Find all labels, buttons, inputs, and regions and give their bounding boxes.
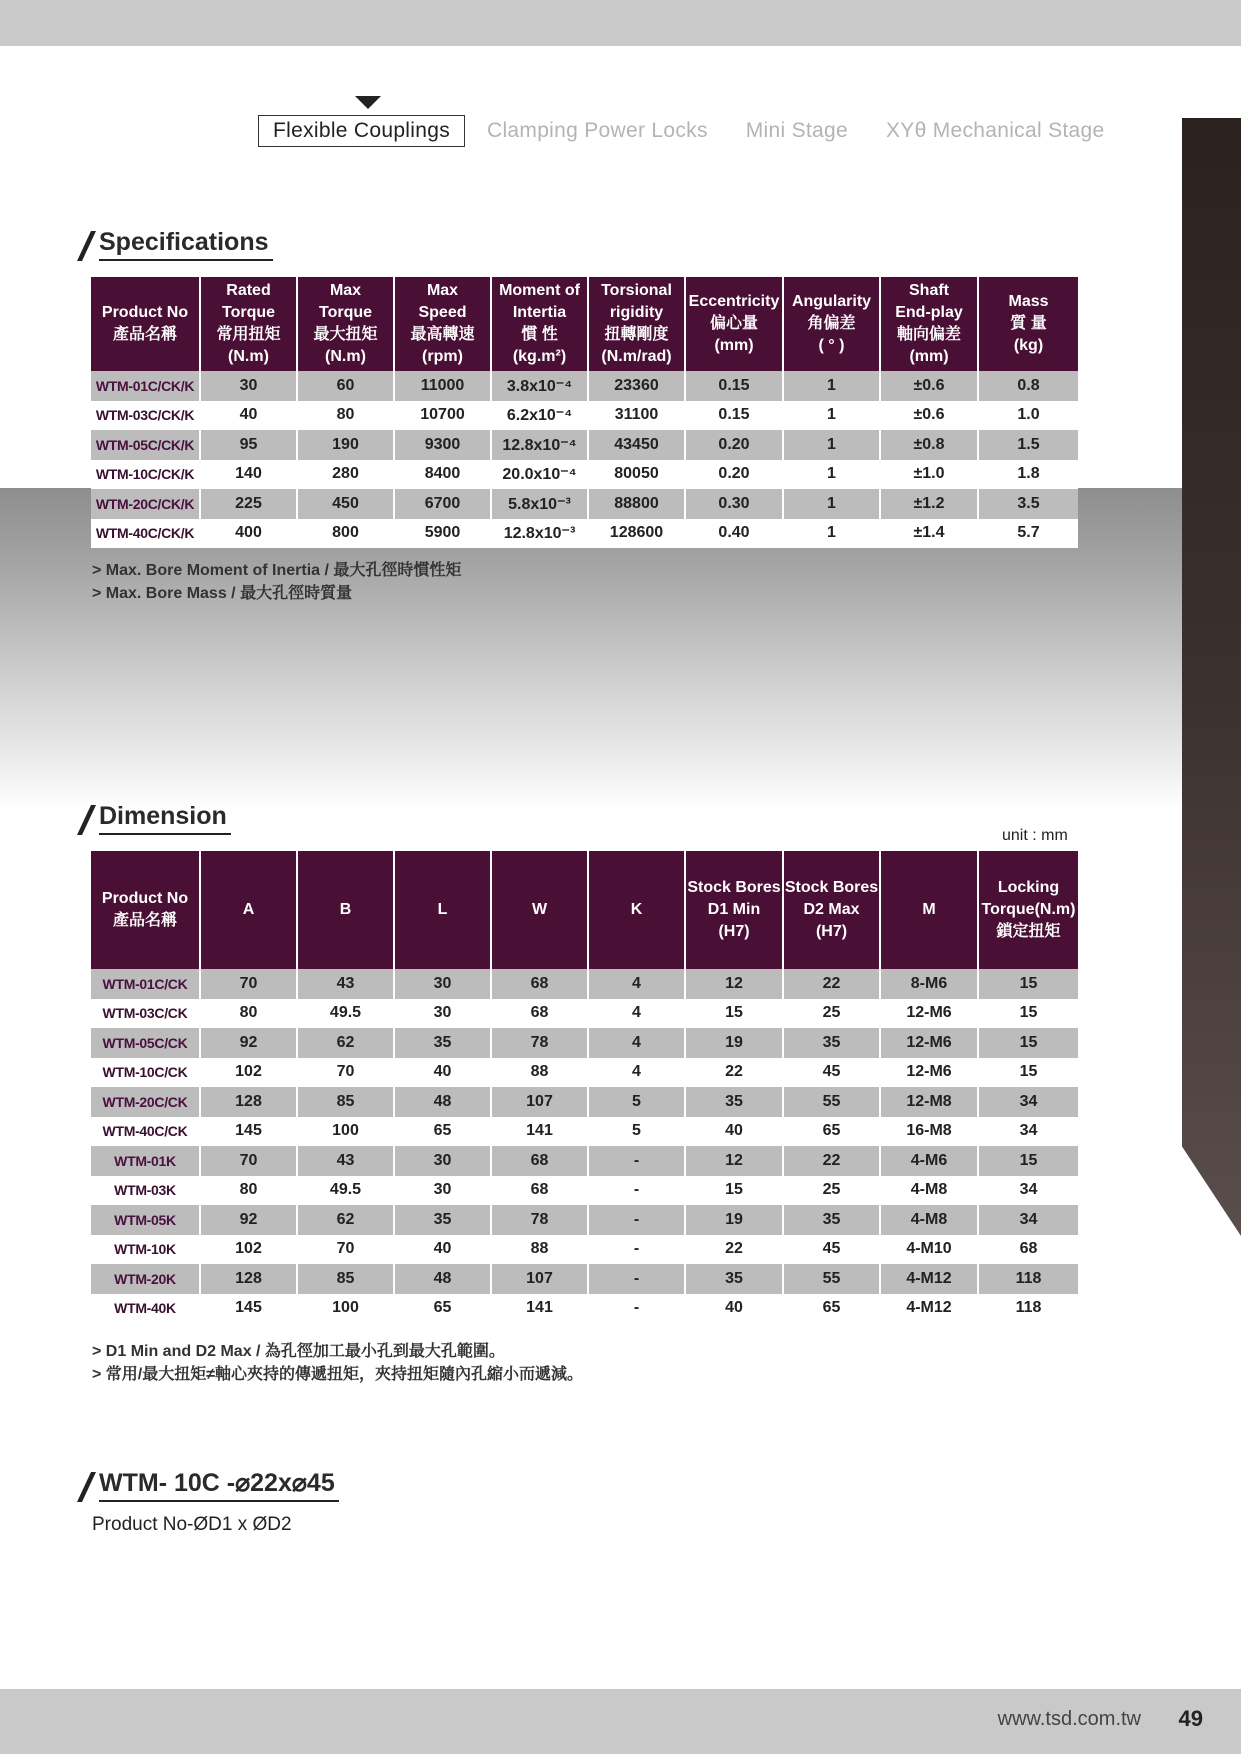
- table-cell: -: [588, 1176, 685, 1206]
- spec-header-line: Intertia: [512, 304, 567, 321]
- table-cell: 60: [297, 371, 394, 401]
- slash-icon: [77, 805, 96, 835]
- table-cell: 1: [783, 371, 880, 401]
- table-cell: 70: [297, 1058, 394, 1088]
- dim-header-line: (H7): [815, 923, 848, 940]
- table-cell: 65: [783, 1117, 880, 1147]
- table-row: [91, 460, 1078, 490]
- dim-header-line: Torque(N.m): [981, 901, 1076, 918]
- table-cell: 10700: [394, 401, 491, 431]
- table-cell: 140: [200, 460, 297, 490]
- table-cell: 15: [978, 1028, 1078, 1058]
- table-cell: 55: [783, 1264, 880, 1294]
- table-cell: 0.40: [685, 519, 783, 549]
- table-cell: 30: [394, 999, 491, 1029]
- table-cell: 35: [685, 1264, 783, 1294]
- table-cell: 23360: [588, 371, 685, 401]
- table-cell: 35: [783, 1028, 880, 1058]
- table-cell: 128600: [588, 519, 685, 549]
- tab-xy-mechanical-stage[interactable]: XYθ Mechanical Stage: [885, 119, 1105, 142]
- table-cell: 1: [783, 489, 880, 519]
- tab-mini-stage[interactable]: Mini Stage: [745, 119, 848, 142]
- table-cell: 0.8: [978, 371, 1078, 401]
- table-cell: 141: [491, 1294, 588, 1324]
- product-no-cell: WTM-40C/CK: [91, 1117, 200, 1147]
- table-cell: 16-M8: [880, 1117, 978, 1147]
- spec-header-4: [491, 277, 588, 371]
- table-cell: 68: [978, 1235, 1078, 1265]
- dim-header-1: [200, 851, 297, 969]
- product-no-cell: WTM-01C/CK/K: [91, 371, 200, 401]
- dim-header-8: [880, 851, 978, 969]
- table-cell: 45: [783, 1235, 880, 1265]
- table-cell: 70: [200, 969, 297, 999]
- table-cell: ±1.2: [880, 489, 978, 519]
- table-cell: 145: [200, 1294, 297, 1324]
- table-cell: ±0.6: [880, 401, 978, 431]
- spec-header-line: 質 量: [1010, 315, 1047, 332]
- dim-header-line: (H7): [718, 923, 750, 940]
- table-cell: 35: [783, 1205, 880, 1235]
- table-cell: 12.8x10⁻⁴: [491, 430, 588, 460]
- table-cell: 40: [200, 401, 297, 431]
- table-cell: 35: [685, 1087, 783, 1117]
- spec-header-line: Mass: [1008, 293, 1049, 310]
- table-cell: 45: [783, 1058, 880, 1088]
- table-cell: 4-M8: [880, 1205, 978, 1235]
- table-cell: -: [588, 1294, 685, 1324]
- dim-note-2: > 常用/最大扭矩≠軸心夾持的傳遞扭矩，夾持扭矩隨內孔縮小而遞減。: [92, 1366, 584, 1383]
- table-cell: 100: [297, 1294, 394, 1324]
- table-cell: 4-M8: [880, 1176, 978, 1206]
- product-no-cell: WTM-05C/CK/K: [91, 430, 200, 460]
- table-cell: 70: [200, 1146, 297, 1176]
- table-cell: 4: [588, 999, 685, 1029]
- table-cell: 0.15: [685, 401, 783, 431]
- table-cell: 88: [491, 1058, 588, 1088]
- table-cell: 31100: [588, 401, 685, 431]
- table-cell: 400: [200, 519, 297, 549]
- spec-header-line: 最大扭矩: [313, 326, 378, 343]
- table-row: [91, 1087, 1078, 1117]
- table-cell: 65: [394, 1117, 491, 1147]
- spec-header-line: Max: [329, 282, 362, 299]
- table-row: [91, 1117, 1078, 1147]
- table-cell: 22: [685, 1058, 783, 1088]
- table-cell: 95: [200, 430, 297, 460]
- spec-header-8: [880, 277, 978, 371]
- top-band: [0, 0, 1241, 46]
- table-cell: 5.8x10⁻³: [491, 489, 588, 519]
- dim-header-line: B: [339, 901, 352, 918]
- table-cell: 1.5: [978, 430, 1078, 460]
- table-cell: 15: [978, 1058, 1078, 1088]
- table-cell: 78: [491, 1028, 588, 1058]
- table-row: [91, 489, 1078, 519]
- table-cell: 15: [978, 999, 1078, 1029]
- spec-header-line: Speed: [418, 304, 467, 321]
- spec-header-line: 慣 性: [521, 326, 558, 343]
- table-cell: 4: [588, 1058, 685, 1088]
- product-no-cell: WTM-20C/CK/K: [91, 489, 200, 519]
- dim-header-line: 鎖定扭矩: [996, 923, 1061, 940]
- table-cell: 80: [200, 999, 297, 1029]
- table-cell: 1: [783, 430, 880, 460]
- table-cell: 19: [685, 1205, 783, 1235]
- table-cell: -: [588, 1235, 685, 1265]
- spec-header-line: (mm): [714, 337, 754, 354]
- spec-header-line: ( ° ): [818, 337, 845, 354]
- table-cell: 25: [783, 1176, 880, 1206]
- table-row: [91, 519, 1078, 549]
- table-cell: 128: [200, 1264, 297, 1294]
- table-cell: 280: [297, 460, 394, 490]
- table-cell: 35: [394, 1205, 491, 1235]
- slash-icon: [77, 231, 96, 261]
- table-cell: 85: [297, 1264, 394, 1294]
- table-cell: 0.20: [685, 460, 783, 490]
- dim-note-1: > D1 Min and D2 Max / 為孔徑加工最小孔到最大孔範圍。: [92, 1343, 505, 1360]
- dim-header-0: [91, 851, 200, 969]
- spec-header-line: 常用扭矩: [216, 326, 281, 343]
- table-cell: 25: [783, 999, 880, 1029]
- dim-header-2: [297, 851, 394, 969]
- slash-icon: [77, 1472, 96, 1502]
- table-cell: 12-M6: [880, 1028, 978, 1058]
- spec-header-line: 產品名稱: [112, 326, 177, 343]
- spec-header-line: Rated: [226, 282, 271, 299]
- table-cell: 12-M6: [880, 1058, 978, 1088]
- table-cell: 5: [588, 1087, 685, 1117]
- dim-header-4: [491, 851, 588, 969]
- table-row: [91, 1028, 1078, 1058]
- spec-header-line: (kg.m²): [512, 348, 567, 365]
- spec-header-0: [91, 277, 200, 371]
- spec-header-line: rigidity: [609, 304, 664, 321]
- table-cell: 34: [978, 1176, 1078, 1206]
- example-subtitle: Product No-ØD1 x ØD2: [92, 1514, 292, 1535]
- table-cell: 3.5: [978, 489, 1078, 519]
- table-cell: 100: [297, 1117, 394, 1147]
- table-cell: 225: [200, 489, 297, 519]
- table-cell: 68: [491, 969, 588, 999]
- table-cell: 34: [978, 1117, 1078, 1147]
- table-cell: 34: [978, 1087, 1078, 1117]
- table-cell: 43: [297, 1146, 394, 1176]
- category-nav: [258, 115, 1142, 147]
- spec-note-2: > Max. Bore Mass / 最大孔徑時質量: [92, 585, 353, 602]
- table-cell: 107: [491, 1264, 588, 1294]
- table-cell: 43450: [588, 430, 685, 460]
- table-cell: 12.8x10⁻³: [491, 519, 588, 549]
- table-row: [91, 1205, 1078, 1235]
- table-cell: 4-M6: [880, 1146, 978, 1176]
- table-cell: 49.5: [297, 1176, 394, 1206]
- table-cell: 12: [685, 1146, 783, 1176]
- spec-header-line: Torsional: [601, 282, 672, 299]
- table-cell: 62: [297, 1028, 394, 1058]
- table-cell: -: [588, 1264, 685, 1294]
- table-cell: 30: [394, 969, 491, 999]
- table-cell: -: [588, 1146, 685, 1176]
- table-row: [91, 1058, 1078, 1088]
- product-no-cell: WTM-20K: [91, 1264, 200, 1294]
- product-no-cell: WTM-03C/CK: [91, 999, 200, 1029]
- table-cell: 40: [685, 1294, 783, 1324]
- dim-header-7: [783, 851, 880, 969]
- table-cell: 85: [297, 1087, 394, 1117]
- table-cell: 4: [588, 969, 685, 999]
- table-cell: 6.2x10⁻⁴: [491, 401, 588, 431]
- table-cell: 450: [297, 489, 394, 519]
- table-cell: ±1.0: [880, 460, 978, 490]
- table-cell: ±0.6: [880, 371, 978, 401]
- table-cell: 34: [978, 1205, 1078, 1235]
- dim-header-3: [394, 851, 491, 969]
- spec-header-line: (kg): [1013, 337, 1044, 354]
- table-row: [91, 1264, 1078, 1294]
- spec-header-2: [297, 277, 394, 371]
- table-row: [91, 1146, 1078, 1176]
- dim-header-line: Stock Bores: [784, 879, 879, 896]
- dimension-table: [91, 851, 1078, 1323]
- tab-flexible-couplings[interactable]: Flexible Couplings: [258, 115, 465, 147]
- spec-header-line: 角偏差: [807, 315, 856, 332]
- table-cell: 1.0: [978, 401, 1078, 431]
- table-cell: 118: [978, 1294, 1078, 1324]
- table-cell: 40: [685, 1117, 783, 1147]
- table-cell: 4-M12: [880, 1294, 978, 1324]
- table-cell: 92: [200, 1028, 297, 1058]
- dim-header-line: Locking: [997, 879, 1060, 896]
- table-cell: 30: [394, 1146, 491, 1176]
- table-cell: 20.0x10⁻⁴: [491, 460, 588, 490]
- dim-header-line: 產品名稱: [112, 912, 177, 929]
- table-cell: 102: [200, 1058, 297, 1088]
- table-cell: 78: [491, 1205, 588, 1235]
- table-cell: 80050: [588, 460, 685, 490]
- spec-header-7: [783, 277, 880, 371]
- table-row: [91, 1294, 1078, 1324]
- table-cell: 5.7: [978, 519, 1078, 549]
- active-tab-arrow-icon: [355, 96, 381, 109]
- product-no-cell: WTM-01C/CK: [91, 969, 200, 999]
- table-cell: 15: [978, 969, 1078, 999]
- table-cell: 48: [394, 1087, 491, 1117]
- table-cell: ±0.8: [880, 430, 978, 460]
- spec-header-line: Eccentricity: [688, 293, 780, 310]
- table-cell: 43: [297, 969, 394, 999]
- table-cell: 68: [491, 1176, 588, 1206]
- table-cell: 65: [394, 1294, 491, 1324]
- dim-header-line: M: [922, 901, 936, 918]
- table-cell: 12: [685, 969, 783, 999]
- table-cell: 22: [783, 1146, 880, 1176]
- table-cell: 145: [200, 1117, 297, 1147]
- table-cell: 0.15: [685, 371, 783, 401]
- table-cell: 141: [491, 1117, 588, 1147]
- table-cell: 0.30: [685, 489, 783, 519]
- table-cell: 80: [297, 401, 394, 431]
- table-cell: 80: [200, 1176, 297, 1206]
- spec-header-line: 軸向偏差: [896, 326, 961, 343]
- table-cell: 1.8: [978, 460, 1078, 490]
- table-row: [91, 969, 1078, 999]
- table-row: [91, 1176, 1078, 1206]
- spec-header-line: End-play: [895, 304, 963, 321]
- table-row: [91, 430, 1078, 460]
- product-no-cell: WTM-40C/CK/K: [91, 519, 200, 549]
- table-cell: 12-M6: [880, 999, 978, 1029]
- table-cell: 9300: [394, 430, 491, 460]
- table-cell: 30: [394, 1176, 491, 1206]
- spec-header-line: 偏心量: [709, 315, 758, 332]
- table-row: [91, 999, 1078, 1029]
- table-row: [91, 371, 1078, 401]
- dim-header-line: K: [630, 901, 643, 918]
- table-cell: 1: [783, 460, 880, 490]
- table-row: [91, 401, 1078, 431]
- footer-url[interactable]: www.tsd.com.tw: [997, 1708, 1141, 1730]
- product-no-cell: WTM-10K: [91, 1235, 200, 1265]
- table-cell: 11000: [394, 371, 491, 401]
- product-no-cell: WTM-40K: [91, 1294, 200, 1324]
- product-no-cell: WTM-20C/CK: [91, 1087, 200, 1117]
- spec-header-line: 最高轉速: [410, 326, 475, 343]
- spec-header-line: Torque: [318, 304, 373, 321]
- spec-header-9: [978, 277, 1078, 371]
- table-cell: 65: [783, 1294, 880, 1324]
- dim-header-line: Stock Bores: [687, 879, 781, 896]
- product-no-cell: WTM-10C/CK: [91, 1058, 200, 1088]
- table-cell: 15: [978, 1146, 1078, 1176]
- spec-header-line: Angularity: [791, 293, 872, 310]
- table-cell: 49.5: [297, 999, 394, 1029]
- table-cell: 800: [297, 519, 394, 549]
- table-cell: 22: [685, 1235, 783, 1265]
- page-number: 49: [1178, 1706, 1203, 1731]
- table-cell: 40: [394, 1235, 491, 1265]
- spec-header-1: [200, 277, 297, 371]
- table-cell: 6700: [394, 489, 491, 519]
- table-cell: 5: [588, 1117, 685, 1147]
- dim-header-line: A: [242, 901, 255, 918]
- dim-header-line: D1 Min: [707, 901, 761, 918]
- specifications-heading: Specifications: [84, 228, 273, 261]
- table-cell: 190: [297, 430, 394, 460]
- table-cell: 107: [491, 1087, 588, 1117]
- table-cell: 128: [200, 1087, 297, 1117]
- spec-header-3: [394, 277, 491, 371]
- table-cell: 4-M10: [880, 1235, 978, 1265]
- table-cell: 48: [394, 1264, 491, 1294]
- dim-header-6: [685, 851, 783, 969]
- table-cell: 0.20: [685, 430, 783, 460]
- spec-note-1: > Max. Bore Moment of Inertia / 最大孔徑時慣性矩: [92, 562, 462, 579]
- table-cell: 15: [685, 1176, 783, 1206]
- table-cell: 68: [491, 999, 588, 1029]
- spec-header-line: Moment of: [499, 282, 580, 299]
- spec-header-line: (N.m/rad): [601, 348, 672, 365]
- example-heading: WTM- 10C -⌀22x⌀45: [84, 1468, 339, 1502]
- table-cell: 88: [491, 1235, 588, 1265]
- table-cell: 19: [685, 1028, 783, 1058]
- dim-header-line: Product No: [101, 890, 189, 907]
- table-cell: 30: [200, 371, 297, 401]
- table-row: [91, 1235, 1078, 1265]
- table-cell: 1: [783, 519, 880, 549]
- spec-header-line: Product No: [101, 304, 189, 321]
- product-no-cell: WTM-05C/CK: [91, 1028, 200, 1058]
- spec-header-line: (N.m): [228, 348, 269, 365]
- product-no-cell: WTM-01K: [91, 1146, 200, 1176]
- dimension-heading: Dimension: [84, 802, 231, 835]
- product-no-cell: WTM-10C/CK/K: [91, 460, 200, 490]
- dim-header-9: [978, 851, 1078, 969]
- specifications-table: [91, 277, 1078, 548]
- dim-header-line: W: [531, 901, 548, 918]
- dim-header-line: D2 Max: [803, 901, 860, 918]
- table-cell: 4: [588, 1028, 685, 1058]
- table-cell: 88800: [588, 489, 685, 519]
- table-cell: 68: [491, 1146, 588, 1176]
- spec-header-line: Torque: [221, 304, 276, 321]
- table-cell: 55: [783, 1087, 880, 1117]
- table-cell: 40: [394, 1058, 491, 1088]
- table-cell: 70: [297, 1235, 394, 1265]
- table-cell: 5900: [394, 519, 491, 549]
- table-cell: 12-M8: [880, 1087, 978, 1117]
- table-cell: -: [588, 1205, 685, 1235]
- table-cell: 4-M12: [880, 1264, 978, 1294]
- spec-header-line: (mm): [909, 348, 949, 365]
- spec-header-line: (rpm): [422, 348, 463, 365]
- dim-header-5: [588, 851, 685, 969]
- dim-header-line: L: [437, 901, 448, 918]
- unit-label: unit : mm: [1002, 827, 1068, 844]
- spec-header-5: [588, 277, 685, 371]
- spec-header-line: Shaft: [909, 282, 949, 299]
- product-no-cell: WTM-03K: [91, 1176, 200, 1206]
- product-no-cell: WTM-05K: [91, 1205, 200, 1235]
- table-cell: 118: [978, 1264, 1078, 1294]
- table-cell: 62: [297, 1205, 394, 1235]
- table-cell: 15: [685, 999, 783, 1029]
- table-cell: ±1.4: [880, 519, 978, 549]
- tab-clamping-power-locks[interactable]: Clamping Power Locks: [487, 119, 708, 142]
- side-decoration-bar: [1182, 118, 1241, 1236]
- table-cell: 102: [200, 1235, 297, 1265]
- table-cell: 1: [783, 401, 880, 431]
- table-cell: 8400: [394, 460, 491, 490]
- product-no-cell: WTM-03C/CK/K: [91, 401, 200, 431]
- table-cell: 8-M6: [880, 969, 978, 999]
- table-cell: 92: [200, 1205, 297, 1235]
- spec-header-6: [685, 277, 783, 371]
- table-cell: 3.8x10⁻⁴: [491, 371, 588, 401]
- spec-header-line: Max: [426, 282, 459, 299]
- spec-header-line: 扭轉剛度: [604, 326, 669, 343]
- spec-header-line: (N.m): [325, 348, 366, 365]
- table-cell: 35: [394, 1028, 491, 1058]
- table-cell: 22: [783, 969, 880, 999]
